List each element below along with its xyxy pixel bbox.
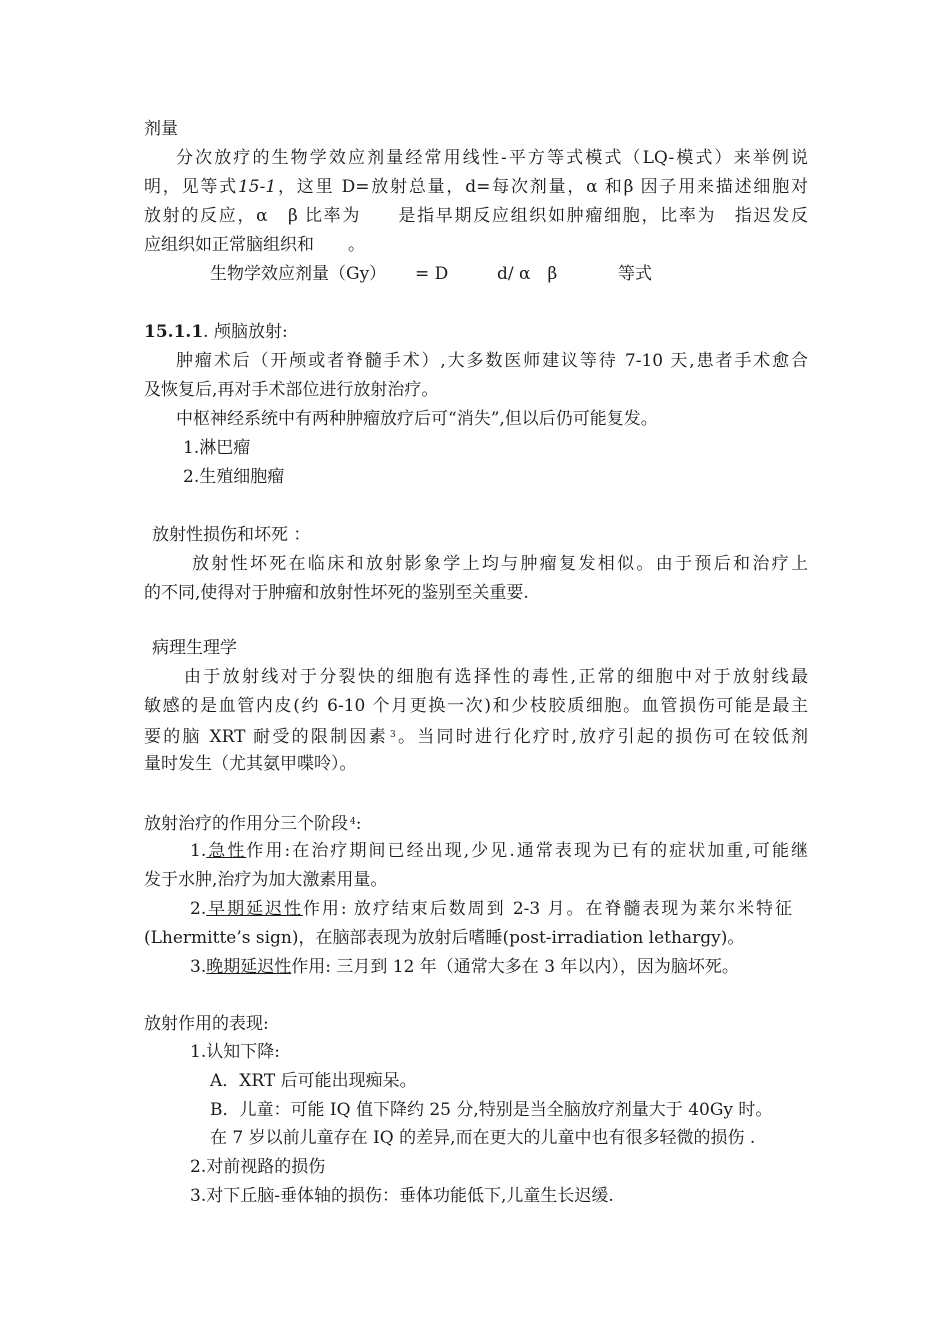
manifest-sub-a: A．XRT 后可能出现痴呆。 [210, 1071, 417, 1091]
heading-manifestations: 放射作用的表现: [144, 1014, 269, 1034]
manifest-item-1: 1.认知下降: [190, 1042, 280, 1062]
manifest-item-3: 3.对下丘脑-垂体轴的损伤：垂体功能低下,儿童生长迟缓. [190, 1186, 614, 1206]
patho-line-3 [144, 723, 808, 749]
phase-2-line-1 [190, 897, 792, 921]
list-item-lymphoma: 1.淋巴瘤 [183, 438, 251, 458]
phase-3-number: 3. [190, 957, 207, 977]
manifest-item-2: 2.对前视路的损伤 [190, 1157, 326, 1177]
phases-colon: : [355, 814, 362, 834]
necrosis-line-1: 放射性坏死在临床和放射影象学上均与肿瘤复发相似。由于预后和治疗上 [192, 554, 808, 574]
phase-3-term: 晚期延迟性 [206, 957, 292, 977]
lq-line-1: 分次放疗的生物学效应剂量经常用线性-平方等式模式（LQ-模式）来举例说 [176, 148, 808, 168]
heading-dose: 剂量 [144, 119, 178, 139]
equation-equals-d: = D [415, 264, 449, 284]
lq-line-4: 应组织如正常脑组织和 。 [144, 235, 365, 255]
phase-1-line-2: 发于水肿,治疗为加大激素用量。 [144, 870, 388, 890]
lq-line-2b: ，这里 D=放射总量，d=每次剂量，α 和β 因子用来描述细胞对 [276, 177, 808, 197]
equation-label: 生物学效应剂量（Gy） [210, 264, 387, 284]
section-number: 15.1.1 [144, 322, 204, 342]
phase-3-line [190, 955, 739, 979]
equation-middle: d/ α β [497, 264, 558, 284]
reference-4: 4 [350, 817, 356, 827]
list-item-germ-cell: 2.生殖细胞瘤 [183, 467, 285, 487]
heading-pathophysiology: 病理生理学 [152, 638, 237, 658]
lq-line-3: 放射的反应，α β 比率为 是指早期反应组织如肿瘤细胞，比率为 指迟发反 [144, 206, 808, 226]
phase-1-text: 作用:在治疗期间已经出现,少见.通常表现为已有的症状加重,可能继 [246, 841, 808, 861]
patho-line-1: 由于放射线对于分裂快的细胞有选择性的毒性,正常的细胞中对于放射线最 [184, 667, 808, 687]
equation-tail: 等式 [618, 264, 652, 284]
heading-phases [144, 810, 361, 836]
phase-3-text: 作用: 三月到 12 年（通常大多在 3 年以内），因为脑坏死。 [291, 957, 739, 977]
heading-necrosis: 放射性损伤和坏死 ： [152, 525, 311, 545]
manifest-sub-b-line-1: B．儿童：可能 IQ 值下降约 25 分,特别是当全脑放疗剂量大于 40Gy 时。 [210, 1100, 773, 1120]
phase-1-term: 急性 [206, 841, 247, 861]
phase-2-number: 2. [190, 899, 207, 919]
patho-line-2: 敏感的是血管内皮(约 6-10 个月更换一次)和少枝胶质细胞。血管损伤可能是最主 [144, 696, 808, 716]
phase-2-line-2: (Lhermitte’s sign)，在脑部表现为放射后嗜睡(post-irradiation lethargy)。 [144, 928, 745, 948]
manifest-sub-b-line-2: 在 7 岁以前儿童存在 IQ 的差异,而在更大的儿童中也有很多轻微的损伤 . [210, 1128, 756, 1148]
patho-line-3b: 。当同时进行化疗时,放疗引起的损伤可在较低剂 [395, 727, 809, 747]
equation-reference: 15-1 [237, 177, 277, 197]
patho-line-4: 量时发生（尤其氨甲喋呤）。 [144, 754, 357, 774]
patho-line-3a: 要的脑 XRT 耐受的限制因素 [144, 727, 388, 747]
section-heading-15-1-1 [144, 320, 288, 344]
phases-heading-text: 放射治疗的作用分三个阶段 [144, 814, 348, 834]
phase-1-line-1 [190, 839, 808, 863]
lq-line-2a: 明，见等式 [144, 177, 238, 197]
section-title: . 颅脑放射: [203, 322, 288, 342]
surgery-line-1: 肿瘤术后（开颅或者脊髓手术）,大多数医师建议等待 7-10 天,患者手术愈合 [176, 351, 808, 371]
phase-2-text: 作用: 放疗结束后数周到 2-3 月。在脊髓表现为莱尔米特征 [302, 899, 792, 919]
phase-1-number: 1. [190, 841, 207, 861]
lq-line-2 [144, 175, 808, 199]
surgery-line-2: 及恢复后,再对手术部位进行放射治疗。 [144, 380, 439, 400]
necrosis-line-2: 的不同,使得对于肿瘤和放射性坏死的鉴别至关重要. [144, 583, 529, 603]
cns-tumor-note: 中枢神经系统中有两种肿瘤放疗后可“消失”,但以后仍可能复发。 [176, 409, 658, 429]
phase-2-term: 早期延迟性 [206, 899, 303, 919]
reference-3: 3 [389, 730, 396, 740]
